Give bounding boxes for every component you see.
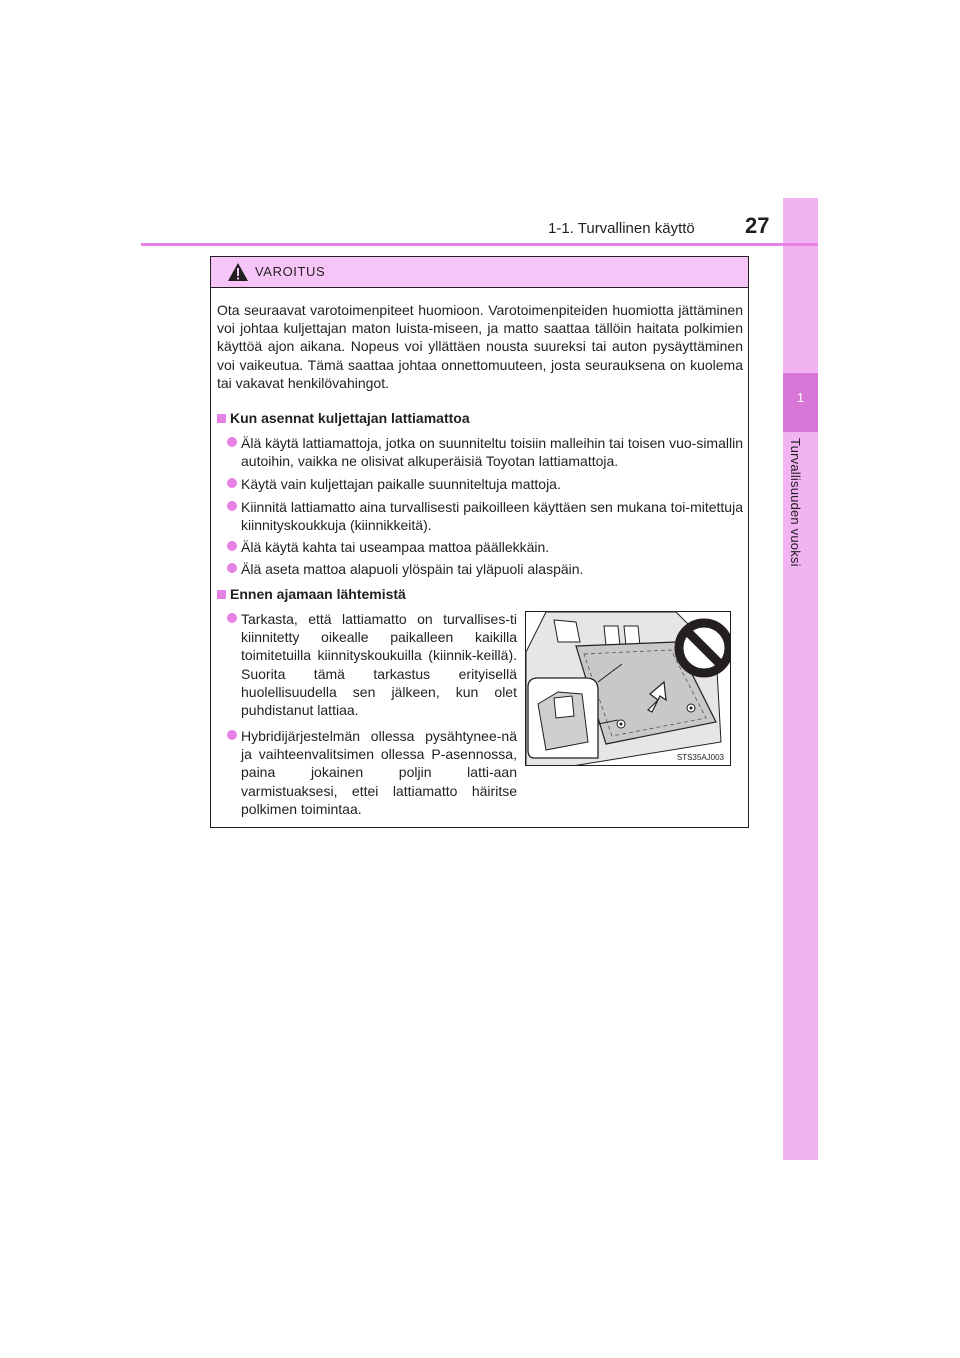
bullet-text: Kiinnitä lattiamatto aina turvallisesti paikoilleen käyttäen sen mukana toi-mitettuja kiinnityskoukkuja (kiinnikkeitä). (241, 499, 743, 534)
bullet-item (241, 560, 743, 578)
square-bullet-icon (217, 414, 226, 423)
bullet-item (241, 610, 517, 719)
side-chapter-number: 1 (796, 390, 805, 405)
bullet-dot-icon (227, 541, 237, 551)
bullet-dot-icon (227, 563, 237, 573)
section-heading-install-text: Kun asennat kuljettajan lattiamattoa (230, 410, 470, 426)
bullet-text: Älä aseta mattoa alapuoli ylöspäin tai yläpuoli alaspäin. (241, 561, 584, 577)
bullet-dot-icon (227, 730, 237, 740)
warning-label: VAROITUS (255, 264, 326, 279)
square-bullet-icon (217, 590, 226, 599)
warning-box (210, 256, 749, 828)
bullet-item (241, 434, 743, 470)
bullet-text: Älä käytä kahta tai useampaa mattoa päällekkäin. (241, 539, 550, 555)
floor-mat-drawing (526, 612, 731, 766)
side-tab (783, 198, 818, 1160)
side-chapter-title: Turvallisuuden vuoksi (788, 438, 803, 567)
bullet-item (241, 538, 743, 556)
section-heading-install (217, 409, 470, 427)
floor-mat-illustration (525, 611, 731, 766)
bullet-text: Älä käytä lattiamattoja, jotka on suunniteltu toisiin malleihin tai toisen vuo-simallin autoihin, vaikka ne olisivat alkuperäisiä Toyotan lattiamattoja. (241, 435, 743, 470)
bullet-item (241, 727, 517, 818)
bullet-dot-icon (227, 478, 237, 488)
bullet-dot-icon (227, 437, 237, 447)
bullet-dot-icon (227, 501, 237, 511)
section-heading-before-driving-text: Ennen ajamaan lähtemistä (230, 586, 406, 602)
header-rule (141, 243, 818, 246)
page-number: 27 (745, 213, 770, 238)
header-title: 1-1. Turvallinen käyttö (548, 220, 695, 237)
bullet-text: Tarkasta, että lattiamatto on turvallises-ti kiinnitetty oikealle paikalleen kaikilla toimitetuilla kiinnityskoukuilla (kiinnik-keillä). Suorita tämä tarkastus erityisellä huolellisuudella sen jälkeen, kun olet puhdistanut lattiaa. (241, 611, 517, 719)
bullet-text: Hybridijärjestelmän ollessa pysähtynee-nä ja vaihteenvalitsimen ollessa P-asennossa, paina jokainen poljin latti-aan varmistuaksesi, ettei lattiamatto häiritse polkimen toimintaa. (241, 728, 517, 817)
bullet-text: Käytä vain kuljettajan paikalle suunniteltuja mattoja. (241, 476, 561, 492)
warning-intro: Ota seuraavat varotoimenpiteet huomioon. Varotoimenpiteiden huomiotta jättäminen voi johtaa kuljettajan maton luista-miseen, ja matto saattaa tällöin haitata polkimien käyttöä ajon aikana. Nopeus voi yllättäen nousta suureksi tai auton pysäyttäminen voi vaikeutua. Tämä saattaa johtaa onnettomuuteen, josta seurauksena on kuolema tai vakavat henkilövahingot. (217, 302, 743, 391)
section-heading-before-driving (217, 585, 406, 603)
warning-header (211, 257, 748, 288)
bullet-dot-icon (227, 613, 237, 623)
prohibition-icon (679, 623, 729, 673)
warning-triangle-icon (227, 262, 249, 282)
bullet-item (241, 475, 743, 493)
bullet-item (241, 498, 743, 534)
figure-code: STS35AJ003 (676, 753, 724, 762)
